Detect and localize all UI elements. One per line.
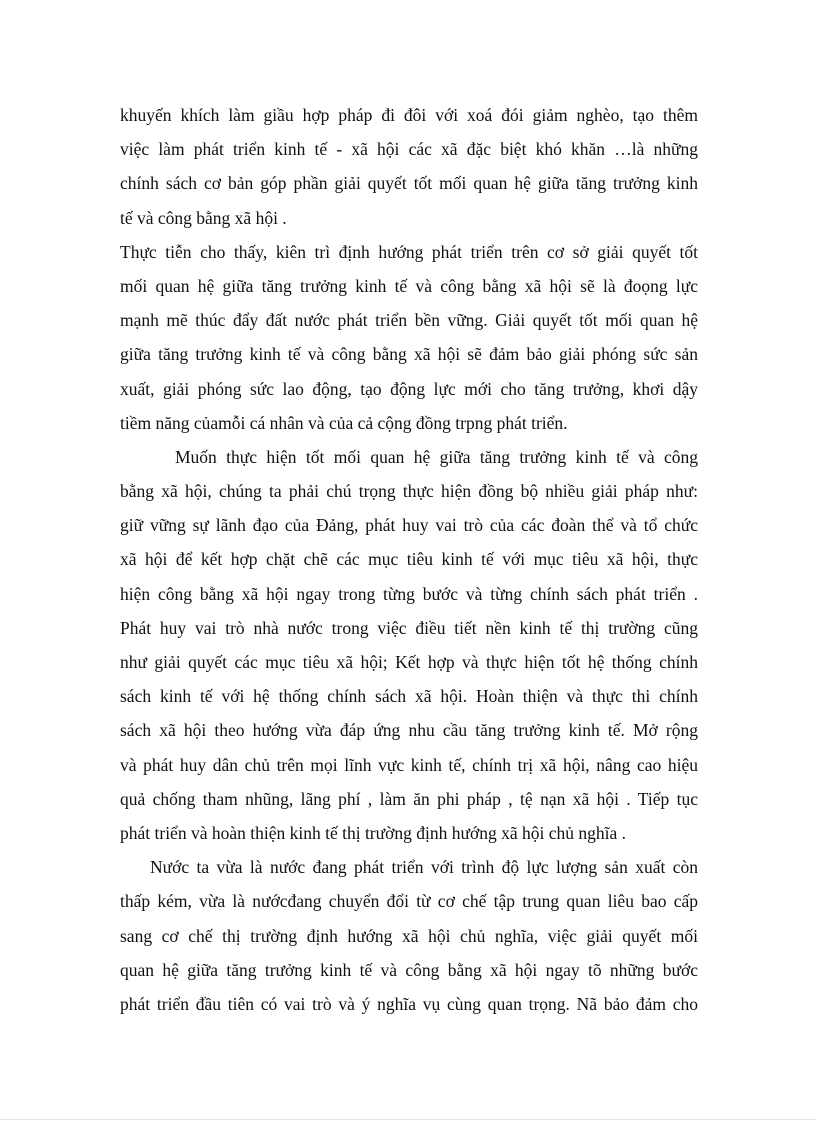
text-line: hiện công bằng xã hội ngay trong từng bước và từng chính sách phát triển . (120, 583, 698, 604)
paragraph (120, 850, 698, 1021)
text-line: khuyến khích làm giầu hợp pháp đi đôi với xoá đói giảm nghèo, tạo thêm (120, 105, 698, 125)
text-line: mạnh mẽ thúc đẩy đất nước phát triển bền vững. Giải quyết tốt mối quan hệ (120, 310, 698, 331)
text-line: xuất, giải phóng sức lao động, tạo động lực mới cho tăng trưởng, khơi dậy (120, 378, 698, 399)
body-text (120, 98, 698, 1021)
paragraph (120, 235, 698, 440)
text-line: giữ vững sự lãnh đạo của Đảng, phát huy vai trò của các đoàn thể và tổ chức (120, 515, 698, 536)
text-line: Thực tiễn cho thấy, kiên trì định hướng phát triển trên cơ sở giải quyết tốt (120, 241, 698, 262)
paragraph (120, 440, 698, 850)
text-line: như giải quyết các mục tiêu xã hội; Kết hợp và thực hiện tốt hệ thống chính (120, 652, 698, 672)
text-line: giữa tăng trưởng kinh tế và công bằng xã hội sẽ đảm bảo giải phóng sức sản (120, 344, 698, 365)
text-line: tiềm năng củamỗi cá nhân và của cả cộng đồng trpng phát triển. (120, 412, 568, 433)
text-line: việc làm phát triển kinh tế - xã hội các xã đặc biệt khó khăn …là những (120, 139, 698, 160)
text-line: sách xã hội theo hướng vừa đáp ứng nhu cầu tăng trưởng kinh tế. Mở rộng (120, 720, 698, 741)
text-line: thấp kém, vừa là nướcđang chuyển đổi từ cơ chế tập trung quan liêu bao cấp (120, 891, 698, 912)
text-line: phát triển và hoàn thiện kinh tế thị trường định hướng xã hội chủ nghĩa . (120, 822, 626, 843)
text-line: tế và công bằng xã hội . (120, 207, 287, 228)
text-line: bằng xã hội, chúng ta phải chú trọng thực hiện đồng bộ nhiều giải pháp như: (120, 481, 698, 502)
text-line: Muốn thực hiện tốt mối quan hệ giữa tăng trưởng kinh tế và công (175, 446, 698, 467)
text-line: Nước ta vừa là nước đang phát triển với trình độ lực lượng sản xuất còn (150, 857, 698, 878)
text-line: phát triển đầu tiên có vai trò và ý nghĩa vụ cùng quan trọng. Nã bảo đảm cho (120, 993, 698, 1014)
text-line: sang cơ chế thị trường định hướng xã hội chủ nghĩa, việc giải quyết mối (120, 925, 698, 946)
text-line: mối quan hệ giữa tăng trưởng kinh tế và công bằng xã hội sẽ là đoọng lực (120, 275, 698, 296)
text-line: và phát huy dân chủ trên mọi lĩnh vực kinh tế, chính trị xã hội, nâng cao hiệu (120, 754, 698, 775)
text-line: Phát huy vai trò nhà nước trong việc điều tiết nền kinh tế thị trường cũng (120, 617, 698, 638)
page-bottom-edge (0, 1119, 816, 1120)
text-line: sách kinh tế với hệ thống chính sách xã hội. Hoàn thiện và thực thi chính (120, 686, 698, 707)
text-line: xã hội để kết hợp chặt chẽ các mục tiêu kinh tế với mục tiêu xã hội, thực (120, 549, 698, 570)
text-line: quan hệ giữa tăng trưởng kinh tế và công bằng xã hội ngay tõ những bước (120, 959, 698, 980)
text-line: chính sách cơ bản góp phần giải quyết tốt mối quan hệ giữa tăng trưởng kinh (120, 173, 698, 194)
text-line: quả chống tham nhũng, lãng phí , làm ăn phi pháp , tệ nạn xã hội . Tiếp tục (120, 788, 698, 809)
paragraph (120, 98, 698, 235)
